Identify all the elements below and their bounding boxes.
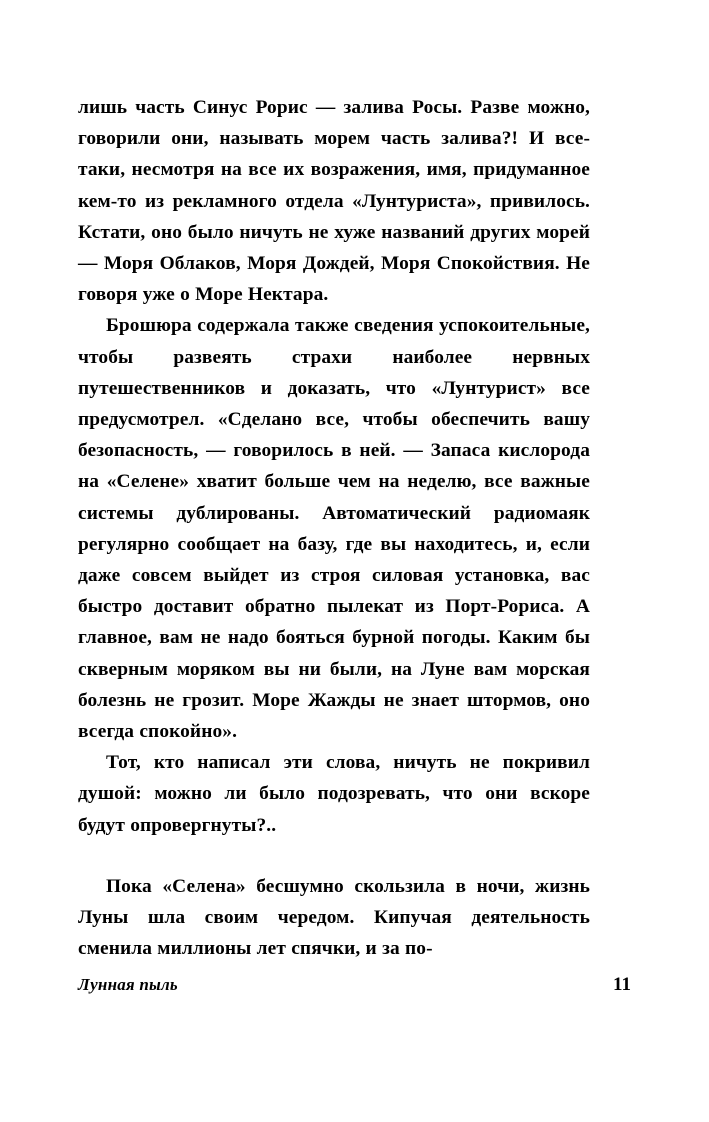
footer-book-title: Лунная пыль bbox=[78, 975, 178, 994]
page-footer bbox=[78, 974, 631, 996]
paragraph: лишь часть Синус Рорис — залива Росы. Разве можно, говорили они, называть морем часть залива?! И все-таки, несмотря на все их возражения, имя, придуманное кем-то из рекламного отдела «Лунтуриста», привилось. Кстати, оно было ничуть не хуже названий других морей — Моря Облаков, Моря Дождей, Моря Спокойствия. Не говоря уже о Море Нектара. bbox=[78, 97, 590, 306]
paragraph: Пока «Селена» бесшумно скользила в ночи, жизнь Луны шла своим чередом. Кипучая деятельность сменила миллионы лет спячки, и за по- bbox=[78, 875, 590, 960]
paragraph: Тот, кто написал эти слова, ничуть не покривил душой: можно ли было подозревать, что они вскоре будут опровергнуты?.. bbox=[78, 752, 590, 836]
paragraph: Брошюра содержала также сведения успокоительные, чтобы развеять страхи наиболее нервных путешественников и доказать, что «Лунтурист» все предусмотрел. «Сделано все, чтобы обеспечить вашу безопасность, — говорилось в ней. — Запаса кислорода на «Селене» хватит больше чем на неделю, все важные системы дублированы. Автоматический радиомаяк регулярно сообщает на базу, где вы находитесь, и, если даже совсем выйдет из строя силовая установка, вас быстро доставит обратно пылекат из Порт-Рориса. А главное, вам не надо бояться бурной погоды. Каким бы скверным моряком вы ни были, на Луне вам морская болезнь не грозит. Море Жажды не знает штормов, оно всегда спокойно». bbox=[78, 315, 590, 743]
body-text bbox=[78, 92, 590, 964]
page-number: 11 bbox=[613, 974, 631, 995]
